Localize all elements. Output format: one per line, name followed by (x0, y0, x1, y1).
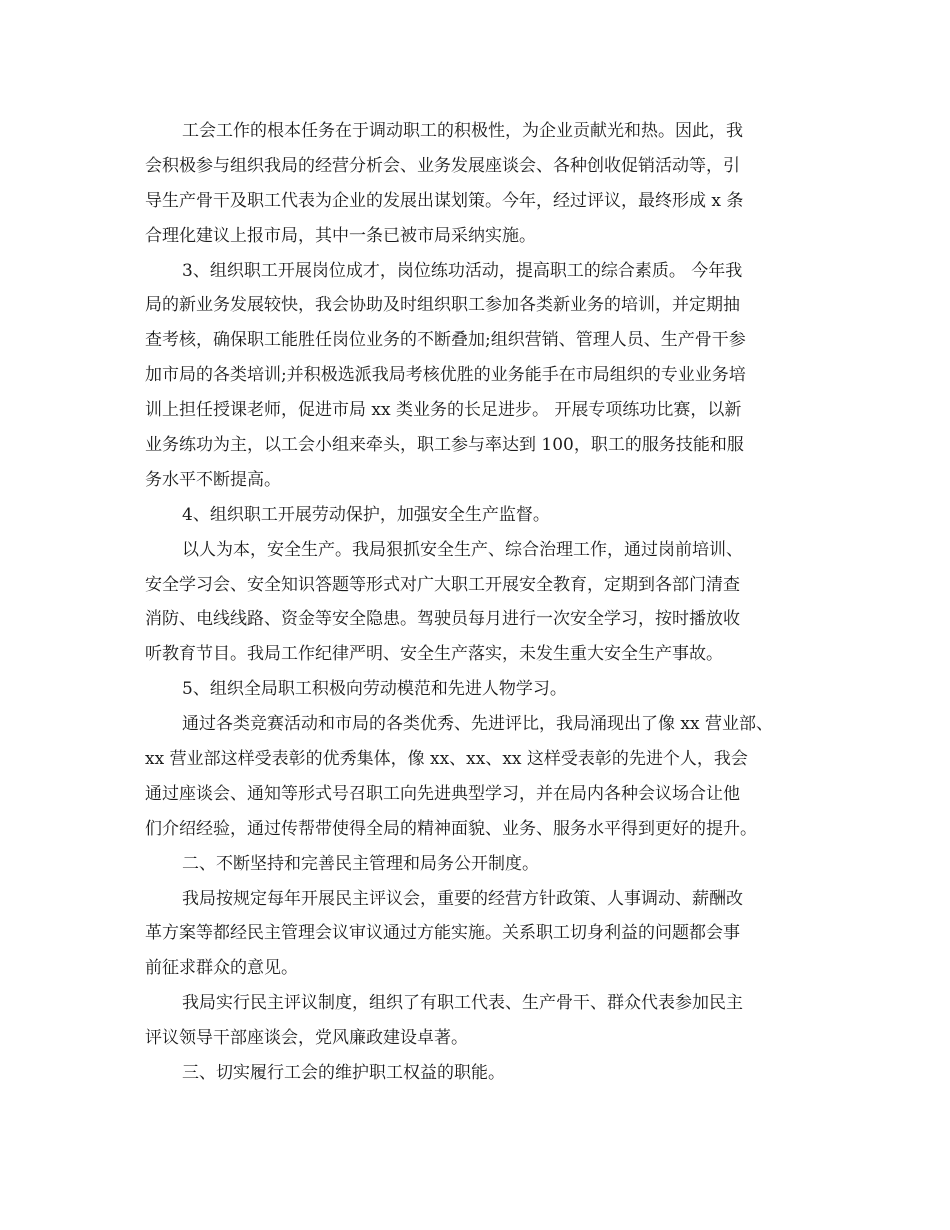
text-line: 消防、电线线路、资金等安全隐患。驾驶员每月进行一次安全学习，按时播放收 (145, 609, 740, 630)
text-line: 三、切实履行工会的维护职工权益的职能。 (182, 1063, 505, 1084)
text-line: 务水平不断提高。 (145, 469, 281, 490)
text-line: 业务练功为主，以工会小组来牵头，职工参与率达到 100，职工的服务技能和服 (145, 435, 744, 456)
text-line: 4、组织职工开展劳动保护，加强安全生产监督。 (182, 504, 550, 525)
text-line: 以人为本，安全生产。我局狠抓安全生产、综合治理工作，通过岗前培训、 (182, 539, 743, 560)
text-line: 训上担任授课老师，促进市局 xx 类业务的长足进步。 开展专项练功比赛，以新 (145, 400, 742, 421)
text-line: 我局实行民主评议制度，组织了有职工代表、生产骨干、群众代表参加民主 (182, 993, 743, 1014)
text-line: 5、组织全局职工积极向劳动模范和先进人物学习。 (182, 679, 567, 700)
text-line: 局的新业务发展较快，我会协助及时组织职工参加各类新业务的培训，并定期抽 (145, 295, 740, 316)
text-line: 们介绍经验，通过传帮带使得全局的精神面貌、业务、服务水平得到更好的提升。 (145, 818, 757, 839)
text-line: 安全学习会、安全知识答题等形式对广大职工开展安全教育，定期到各部门清查 (145, 574, 740, 595)
text-line: 二、不断坚持和完善民主管理和局务公开制度。 (182, 853, 539, 874)
text-line: 我局按规定每年开展民主评议会，重要的经营方针政策、人事调动、薪酬改 (182, 888, 743, 909)
text-line: 查考核，确保职工能胜任岗位业务的不断叠加;组织营销、管理人员、生产骨干参 (145, 330, 746, 351)
text-line: 加市局的各类培训;并积极选派我局考核优胜的业务能手在市局组织的专业业务培 (145, 365, 746, 386)
text-line: 前征求群众的意见。 (145, 958, 298, 979)
text-line: 革方案等都经民主管理会议审议通过方能实施。关系职工切身利益的问题都会事 (145, 923, 740, 944)
text-line: 评议领导干部座谈会，党风廉政建设卓著。 (145, 1028, 468, 1049)
text-line: xx 营业部这样受表彰的优秀集体，像 xx、xx、xx 这样受表彰的先进个人，我会 (145, 749, 748, 770)
text-line: 通过各类竞赛活动和市局的各类优秀、先进评比，我局涌现出了像 xx 营业部、 (182, 714, 773, 735)
text-line: 通过座谈会、通知等形式号召职工向先进典型学习，并在局内各种会议场合让他 (145, 783, 740, 804)
text-line: 工会工作的根本任务在于调动职工的积极性，为企业贡献光和热。因此，我 (182, 121, 743, 141)
text-line: 合理化建议上报市局，其中一条已被市局采纳实施。 (145, 225, 536, 246)
document-body (145, 114, 830, 1091)
text-line: 会积极参与组织我局的经营分析会、业务发展座谈会、各种创收促销活动等，引 (145, 155, 740, 176)
text-line: 3、组织职工开展岗位成才，岗位练功活动，提高职工的综合素质。 今年我 (182, 260, 743, 281)
text-line: 听教育节目。我局工作纪律严明、安全生产落实，未发生重大安全生产事故。 (145, 644, 723, 665)
text-line: 导生产骨干及职工代表为企业的发展出谋划策。今年，经过评议，最终形成 x 条 (145, 190, 744, 211)
